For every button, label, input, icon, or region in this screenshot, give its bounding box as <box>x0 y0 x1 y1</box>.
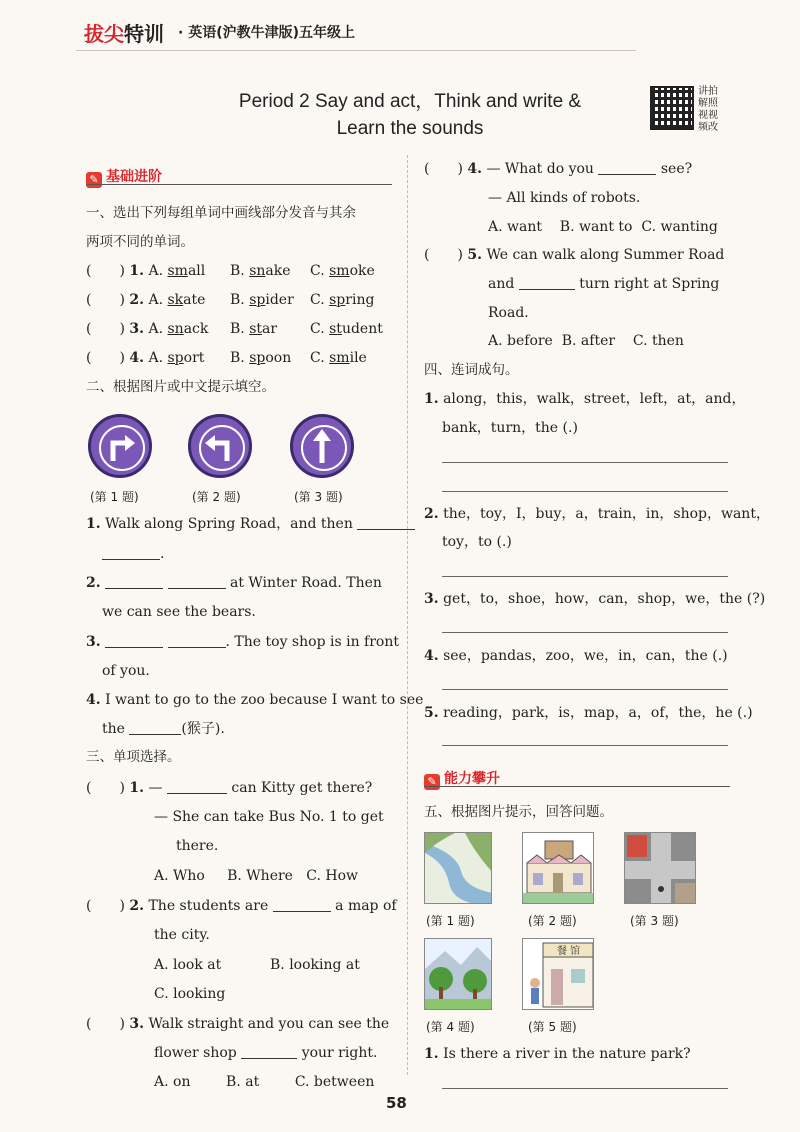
section-advanced-heading: ✎ 能力攀升 <box>424 768 500 790</box>
qr-caption: 讲拍 解照 视视 频改 <box>698 86 718 133</box>
turn-right-sign-icon <box>88 414 152 478</box>
option-b: B. spider <box>230 292 294 308</box>
answer-line[interactable] <box>442 462 728 463</box>
river-park-picture <box>424 832 492 904</box>
fill-question-2-cont: we can see the bears. <box>102 604 256 620</box>
image-caption: (第 5 题) <box>528 1020 577 1034</box>
pen-icon: ✎ <box>424 774 440 790</box>
sentence-item-4: 4. see，pandas，zoo，we，in，can，the (.) <box>424 648 728 664</box>
choice-question-1: ( ) 1. — can Kitty get there? <box>86 780 373 796</box>
option-c: C. smoke <box>310 263 375 279</box>
image-caption: (第 3 题) <box>630 914 679 928</box>
option-b: B. spoon <box>230 350 292 366</box>
list-item: ( ) 4. A. sport <box>86 350 205 366</box>
page-number: 58 <box>386 1094 407 1112</box>
brand-title: 拔尖特训 <box>84 22 164 46</box>
choice-question-3: ( ) 3. Walk straight and you can see the <box>86 1016 390 1032</box>
choice-question-5-cont: and turn right at Spring <box>488 276 720 292</box>
choice-question-5: ( ) 5. We can walk along Summer Road <box>424 247 725 263</box>
fill-question-1: 1. Walk along Spring Road，and then <box>86 515 415 533</box>
part2-instruction: 二、根据图片或中文提示填空。 <box>86 379 275 395</box>
choice-question-5-cont2: Road. <box>488 305 529 321</box>
image-caption: (第 3 题) <box>294 490 343 504</box>
turn-left-sign-icon <box>188 414 252 478</box>
part4-instruction: 四、连词成句。 <box>424 362 519 378</box>
option-c: C. smile <box>310 350 367 366</box>
option-c: C. spring <box>310 292 375 308</box>
restaurant-picture <box>522 938 594 1010</box>
fill-question-2: 2. at Winter Road. Then <box>86 575 382 591</box>
image-caption: (第 4 题) <box>426 1020 475 1034</box>
part1-instruction-cont: 两项不同的单词。 <box>86 234 194 250</box>
choice-question-3-cont: flower shop your right. <box>154 1045 378 1061</box>
choice-question-1-reply-cont: there. <box>176 838 219 854</box>
list-item: ( ) 3. A. snack <box>86 321 209 337</box>
answer-line[interactable] <box>442 1088 728 1089</box>
part5-instruction: 五、根据图片提示，回答问题。 <box>424 804 613 820</box>
choice-question-1-reply: — She can take Bus No. 1 to get <box>154 809 384 825</box>
choice-question-3-options: A. on B. at C. between <box>154 1074 375 1090</box>
page-title-line1: Period 2 Say and act，Think and write & <box>238 91 582 112</box>
choice-question-5-options: A. before B. after C. then <box>488 333 684 349</box>
restaurant-sign-text: 餐 馆 <box>557 946 581 957</box>
shops-picture <box>522 832 594 904</box>
answer-line[interactable] <box>442 632 728 633</box>
sentence-item-5: 5. reading，park，is，map，a，of，the，he (.) <box>424 705 753 721</box>
fill-question-1-cont: . <box>102 545 164 563</box>
option-b: B. snake <box>230 263 291 279</box>
sentence-item-2-cont: toy，to (.) <box>442 534 512 550</box>
list-item: ( ) 2. A. skate <box>86 292 206 308</box>
part1-instruction: 一、选出下列每组单词中画线部分发音与其余 <box>86 205 356 221</box>
park-trees-picture <box>424 938 492 1010</box>
straight-ahead-sign-icon <box>290 414 354 478</box>
option-b: B. star <box>230 321 278 337</box>
page-title-line2: Learn the sounds <box>336 118 484 139</box>
header-rule <box>76 50 636 51</box>
choice-question-4-reply: — All kinds of robots. <box>488 190 641 206</box>
column-divider <box>407 155 408 1075</box>
answer-question-1: 1. Is there a river in the nature park? <box>424 1046 691 1062</box>
choice-question-2: ( ) 2. The students are a map of <box>86 898 397 914</box>
crossroads-picture <box>624 832 696 904</box>
choice-question-2-cont: the city. <box>154 927 210 943</box>
answer-line[interactable] <box>442 745 728 746</box>
section-rule <box>86 184 392 185</box>
answer-line[interactable] <box>442 689 728 690</box>
book-subtitle: · 英语(沪教牛津版)五年级上 <box>178 25 355 41</box>
section-rule <box>424 786 730 787</box>
section-basic-heading: ✎ 基础进阶 <box>86 166 162 188</box>
answer-line[interactable] <box>442 576 728 577</box>
fill-question-4-cont: the (猴子). <box>102 721 225 737</box>
list-item: ( ) 1. A. small <box>86 263 206 279</box>
choice-question-2-option-c: C. looking <box>154 986 226 1002</box>
answer-line[interactable] <box>442 491 728 492</box>
fill-question-4: 4. I want to go to the zoo because I want to see <box>86 692 424 708</box>
sentence-item-2: 2. the，toy，I，buy，a，train，in，shop，want， <box>424 506 770 522</box>
choice-question-4-options: A. want B. want to C. wanting <box>488 219 718 235</box>
pen-icon: ✎ <box>86 172 102 188</box>
sentence-item-1: 1. along，this，walk，street，left，at，and， <box>424 391 746 407</box>
choice-question-1-options: A. Who B. Where C. How <box>154 868 359 884</box>
option-c: C. student <box>310 321 383 337</box>
image-caption: (第 1 题) <box>90 490 139 504</box>
fill-question-3: 3. . The toy shop is in front <box>86 634 399 650</box>
part3-instruction: 三、单项选择。 <box>86 749 181 765</box>
image-caption: (第 2 题) <box>528 914 577 928</box>
choice-question-2-option-a: A. look at <box>154 957 222 973</box>
image-caption: (第 2 题) <box>192 490 241 504</box>
sentence-item-3: 3. get，to，shoe，how，can，shop，we，the (?) <box>424 591 766 607</box>
choice-question-4: ( ) 4. — What do you see? <box>424 161 693 177</box>
choice-question-2-option-b: B. looking at <box>270 957 360 973</box>
sentence-item-1-cont: bank，turn，the (.) <box>442 420 578 436</box>
fill-question-3-cont: of you. <box>102 663 150 679</box>
image-caption: (第 1 题) <box>426 914 475 928</box>
qr-code-icon[interactable] <box>650 86 694 130</box>
